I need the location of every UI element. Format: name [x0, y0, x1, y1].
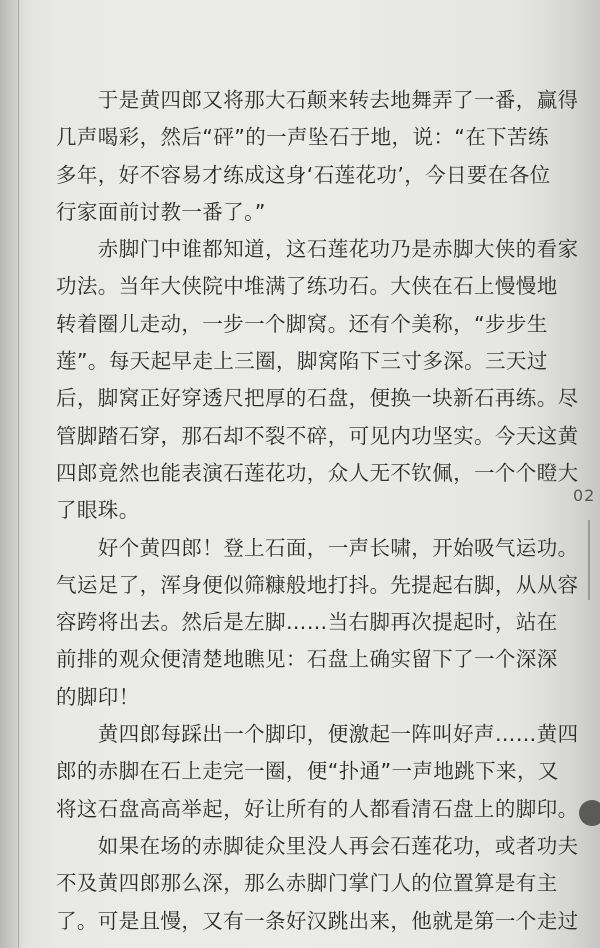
text-line: 赤脚门中谁都知道，这石莲花功乃是赤脚大侠的看家: [56, 237, 579, 262]
text-line: 黄四郎每踩出一个脚印，便激起一阵叫好声……黄四: [56, 722, 579, 747]
text-line: 前排的观众便清楚地瞧见：石盘上确实留下了一个深深: [56, 647, 558, 672]
text-line: 容跨将出去。然后是左脚……当右脚再次提起时，站在: [56, 610, 558, 635]
text-line: 多年，好不容易才练成这身‘石莲花功’，今日要在各位: [56, 162, 551, 187]
body-text: [56, 82, 579, 940]
gutter-divider: [18, 0, 19, 948]
text-line: 了。可是且慢，又有一条好汉跳出来，他就是第一个走过: [56, 908, 579, 933]
binding-gutter: [0, 0, 18, 948]
text-line: 几声喝彩，然后“砰”的一声坠石于地，说：“在下苦练: [56, 125, 549, 150]
text-line: 莲”。每天起早走上三圈，脚窝陷下三寸多深。三天过: [56, 349, 548, 374]
text-line: 行家面前讨教一番了。”: [56, 199, 266, 224]
text-line: 气运足了，浑身便似筛糠般地打抖。先提起右脚，从从容: [56, 572, 579, 597]
text-line: 功法。当年大侠院中堆满了练功石。大侠在石上慢慢地: [56, 274, 558, 299]
edge-decoration: [579, 800, 600, 826]
text-line: 四郎竟然也能表演石莲花功，众人无不钦佩，一个个瞪大: [56, 460, 579, 485]
page-number: 02: [573, 486, 596, 505]
edge-mark: [588, 520, 590, 600]
text-line: 于是黄四郎又将那大石颠来转去地舞弄了一番，赢得: [56, 88, 579, 112]
text-line: 管脚踏石穿，那石却不裂不碎，可见内功坚实。今天这黄: [56, 423, 579, 448]
text-line: 后，脚窝正好穿透尺把厚的石盘，便换一块新石再练。尽: [56, 386, 579, 411]
text-line: 郎的赤脚在石上走完一圈，便“扑通”一声地跳下来，又: [56, 759, 559, 784]
text-line: 不及黄四郎那么深，那么赤脚门掌门人的位置算是有主: [56, 871, 558, 896]
text-line: 将这石盘高高举起，好让所有的人都看清石盘上的脚印。: [56, 796, 579, 821]
text-line: 的脚印！: [56, 684, 140, 709]
text-line: 好个黄四郎！登上石面，一声长啸，开始吸气运功。: [56, 535, 579, 560]
text-line: 转着圈儿走动，一步一个脚窝。还有个美称，“步步生: [56, 311, 548, 336]
text-line: 如果在场的赤脚徒众里没人再会石莲花功，或者功夫: [56, 833, 579, 858]
text-line: 了眼珠。: [56, 498, 140, 523]
